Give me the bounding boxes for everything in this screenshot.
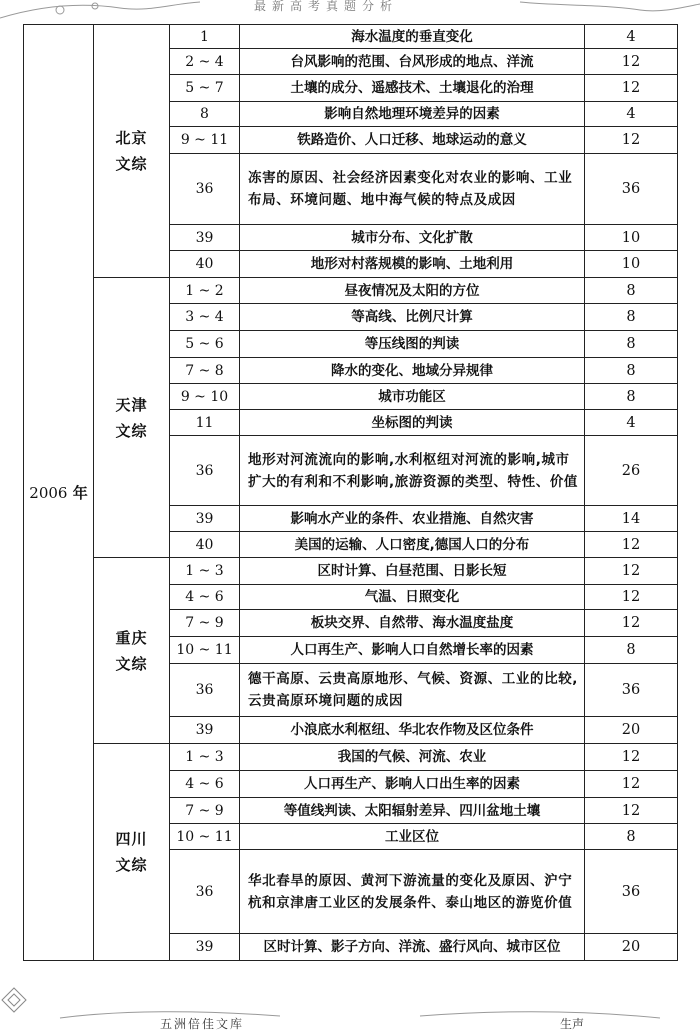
points-cell [585,717,678,744]
question-number-cell [170,637,240,664]
topic-cell-text: 台风影响的范围、台风形成的地点、洋流 [290,53,534,70]
points-cell-text: 36 [621,682,641,698]
points-cell-text: 10 [621,256,641,272]
topic-cell-text: 美国的运输、人口密度,德国人口的分布 [294,536,530,553]
points-cell [585,410,678,436]
question-number-cell [170,771,240,798]
topic-cell [240,49,585,75]
topic-cell-text: 人口再生产、影响人口出生率的因素 [304,776,520,792]
points-cell-text: 8 [626,362,636,379]
question-number-cell [170,436,240,506]
question-number-cell-text: 7 ~ 8 [185,362,224,379]
points-cell [585,532,678,558]
points-cell-text: 8 [626,828,636,845]
topic-cell-text: 冻害的原因、社会经济因素变化对农业的影响、工业布局、环境问题、地中海气候的特点及成因 [248,170,573,208]
question-number-cell-text: 36 [195,883,214,900]
points-cell-text: 20 [621,939,641,955]
points-cell-text: 4 [626,28,636,45]
exam-group-name: 四川 文综 [115,830,148,874]
points-cell-text: 12 [621,536,641,553]
points-cell [585,610,678,637]
topic-cell-text: 德干高原、云贵高原地形、气候、资源、工业的比较,云贵高原环境问题的成因 [248,671,579,709]
question-number-cell [170,251,240,278]
table-row [24,558,678,585]
question-number-cell [170,127,240,154]
points-cell [585,824,678,850]
question-number-cell-text: 5 ~ 7 [185,80,224,96]
topic-cell [240,25,585,49]
question-number-cell-text: 40 [195,536,214,553]
exam-group-name: 北京 文综 [115,129,148,173]
points-cell-text: 20 [621,722,641,738]
points-cell [585,251,678,278]
question-number-cell [170,744,240,771]
topic-cell-text: 区时计算、白昼范围、日影长短 [317,563,507,579]
table-row [24,744,678,771]
question-number-cell [170,532,240,558]
question-number-cell [170,824,240,850]
topic-cell [240,934,585,961]
points-cell [585,154,678,225]
points-cell [585,436,678,506]
topic-cell [240,850,585,934]
question-number-cell-text: 10 ~ 11 [176,642,233,658]
topic-cell [240,75,585,102]
topic-cell [240,358,585,384]
topic-cell-text: 我国的气候、河流、农业 [337,749,487,765]
points-cell-text: 36 [621,181,641,197]
exam-group-cell [94,744,170,961]
topic-cell-text: 等压线图的判读 [364,336,460,352]
points-cell-text: 12 [621,776,641,792]
topic-cell [240,664,585,717]
points-cell-text: 12 [621,53,641,70]
points-cell-text: 4 [626,106,636,122]
topic-cell-text: 降水的变化、地域分异规律 [331,362,493,379]
question-number-cell-text: 7 ~ 9 [185,802,224,819]
question-number-cell-text: 5 ~ 6 [185,336,224,352]
exam-group-cell [94,558,170,744]
points-cell-text: 26 [621,462,641,479]
question-number-cell [170,154,240,225]
year-suffix: 年 [67,484,88,502]
question-number-cell-text: 4 ~ 6 [185,589,224,605]
question-number-cell [170,102,240,127]
points-cell [585,49,678,75]
topic-cell-text: 地形对村落规模的影响、土地利用 [310,256,514,272]
question-number-cell [170,664,240,717]
exam-group-name: 重庆 文综 [115,628,148,673]
points-cell-text: 8 [626,388,636,405]
topic-cell [240,798,585,824]
points-cell-text: 8 [626,642,636,658]
topic-cell [240,384,585,410]
points-cell-text: 12 [621,749,641,765]
question-number-cell-text: 3 ~ 4 [185,309,224,325]
points-cell-text: 12 [621,589,641,605]
year-cell [24,25,94,961]
question-number-cell [170,49,240,75]
points-cell [585,304,678,331]
points-cell [585,384,678,410]
points-cell [585,102,678,127]
question-number-cell [170,610,240,637]
points-cell-text: 8 [626,282,636,299]
points-cell [585,771,678,798]
points-cell [585,798,678,824]
topic-cell-text: 城市功能区 [378,388,446,405]
question-number-cell-text: 8 [200,106,209,122]
points-cell [585,331,678,358]
points-cell-text: 8 [626,309,636,325]
footer-left-text: 五洲倍佳文库 [160,1017,245,1031]
topic-cell [240,585,585,610]
topic-cell [240,771,585,798]
topic-cell [240,102,585,127]
topic-cell [240,532,585,558]
question-number-cell-text: 36 [195,181,214,197]
question-number-cell [170,384,240,410]
topic-cell-text: 等值线判读、太阳辐射差异、四川盆地土壤 [283,802,541,819]
topic-cell-text: 区时计算、影子方向、洋流、盛行风向、城市区位 [263,939,561,955]
points-cell [585,744,678,771]
topic-cell [240,558,585,585]
points-cell [585,278,678,304]
question-number-cell [170,585,240,610]
points-cell-text: 10 [621,229,641,246]
points-cell-text: 12 [621,615,641,631]
topic-cell [240,154,585,225]
question-number-cell [170,410,240,436]
topic-cell-text: 海水温度的垂直变化 [351,28,473,45]
year-value: 2006 [29,484,68,502]
points-cell-text: 14 [621,510,641,527]
topic-cell [240,304,585,331]
page-header-title: 最新高考真题分析 [254,0,399,13]
question-number-cell-text: 39 [195,229,214,246]
points-cell [585,127,678,154]
question-number-cell [170,934,240,961]
question-number-cell-text: 39 [195,939,214,955]
exam-group-cell [94,278,170,558]
topic-cell [240,436,585,506]
question-number-cell [170,331,240,358]
points-cell-text: 4 [626,414,636,431]
question-number-cell-text: 1 ~ 3 [185,563,224,579]
question-number-cell [170,506,240,532]
points-cell-text: 12 [621,802,641,819]
question-number-cell-text: 36 [195,682,214,698]
question-number-cell [170,717,240,744]
question-number-cell-text: 7 ~ 9 [185,615,224,631]
points-cell-text: 36 [621,883,641,900]
exam-group-name: 天津 文综 [115,395,148,440]
question-number-cell [170,304,240,331]
footer-decoration [0,1008,700,1028]
question-number-cell-text: 39 [195,722,214,738]
topic-cell-text: 气温、日照变化 [364,589,460,605]
points-cell-text: 12 [621,80,641,96]
points-cell [585,25,678,49]
topic-cell [240,331,585,358]
question-number-cell-text: 1 ~ 3 [185,749,224,765]
topic-cell-text: 工业区位 [385,828,439,845]
topic-cell-text: 土壤的成分、遥感技术、土壤退化的治理 [290,80,534,96]
topic-cell [240,225,585,251]
table-row [24,278,678,304]
question-number-cell [170,850,240,934]
points-cell [585,664,678,717]
topic-cell [240,278,585,304]
topic-cell [240,410,585,436]
topic-cell-text: 地形对河流流向的影响,水利枢纽对河流的影响,城市扩大的有利和不利影响,旅游资源的类型、特性、价值 [248,451,579,490]
topic-cell-text: 小浪底水利枢纽、华北农作物及区位条件 [290,722,534,738]
footer-right-text: 生声 [560,1017,585,1031]
question-number-cell [170,278,240,304]
question-number-cell [170,75,240,102]
question-number-cell-text: 36 [195,462,214,479]
points-cell [585,225,678,251]
points-cell [585,934,678,961]
table-row [24,25,678,49]
topic-cell-text: 昼夜情况及太阳的方位 [344,282,480,299]
topic-cell [240,637,585,664]
topic-cell-text: 等高线、比例尺计算 [351,309,473,325]
points-cell [585,358,678,384]
points-cell [585,558,678,585]
points-cell-text: 12 [621,563,641,579]
points-cell [585,506,678,532]
question-number-cell-text: 40 [195,256,214,272]
exam-group-cell [94,25,170,278]
question-number-cell [170,225,240,251]
topic-cell-text: 铁路造价、人口迁移、地球运动的意义 [297,132,527,148]
question-number-cell [170,558,240,585]
question-number-cell-text: 1 [200,28,209,45]
question-number-cell-text: 9 ~ 10 [180,388,229,405]
topic-cell [240,717,585,744]
topic-cell [240,610,585,637]
topic-cell-text: 板块交界、自然带、海水温度盐度 [310,615,514,631]
points-cell [585,75,678,102]
points-cell-text: 12 [621,132,641,148]
question-number-cell-text: 10 ~ 11 [176,828,233,845]
question-number-cell-text: 2 ~ 4 [185,53,224,70]
exam-analysis-table [23,24,678,961]
points-cell-text: 8 [626,336,636,352]
question-number-cell-text: 9 ~ 11 [180,132,229,148]
topic-cell-text: 人口再生产、影响人口自然增长率的因素 [290,642,534,658]
question-number-cell-text: 39 [195,510,214,527]
question-number-cell-text: 11 [195,414,214,431]
points-cell [585,637,678,664]
topic-cell-text: 影响水产业的条件、农业措施、自然灾害 [290,510,534,527]
question-number-cell [170,358,240,384]
question-number-cell-text: 4 ~ 6 [185,776,224,792]
points-cell [585,850,678,934]
topic-cell [240,251,585,278]
topic-cell-text: 城市分布、文化扩散 [351,229,473,246]
topic-cell-text: 华北春旱的原因、黄河下游流量的变化及原因、沪宁杭和京津唐工业区的发展条件、泰山地区的游览价值 [248,872,573,911]
question-number-cell-text: 1 ~ 2 [185,282,224,299]
question-number-cell [170,25,240,49]
topic-cell [240,824,585,850]
topic-cell-text: 影响自然地理环境差异的因素 [324,106,500,122]
topic-cell [240,127,585,154]
topic-cell [240,744,585,771]
question-number-cell [170,798,240,824]
points-cell [585,585,678,610]
topic-cell [240,506,585,532]
topic-cell-text: 坐标图的判读 [371,414,453,431]
